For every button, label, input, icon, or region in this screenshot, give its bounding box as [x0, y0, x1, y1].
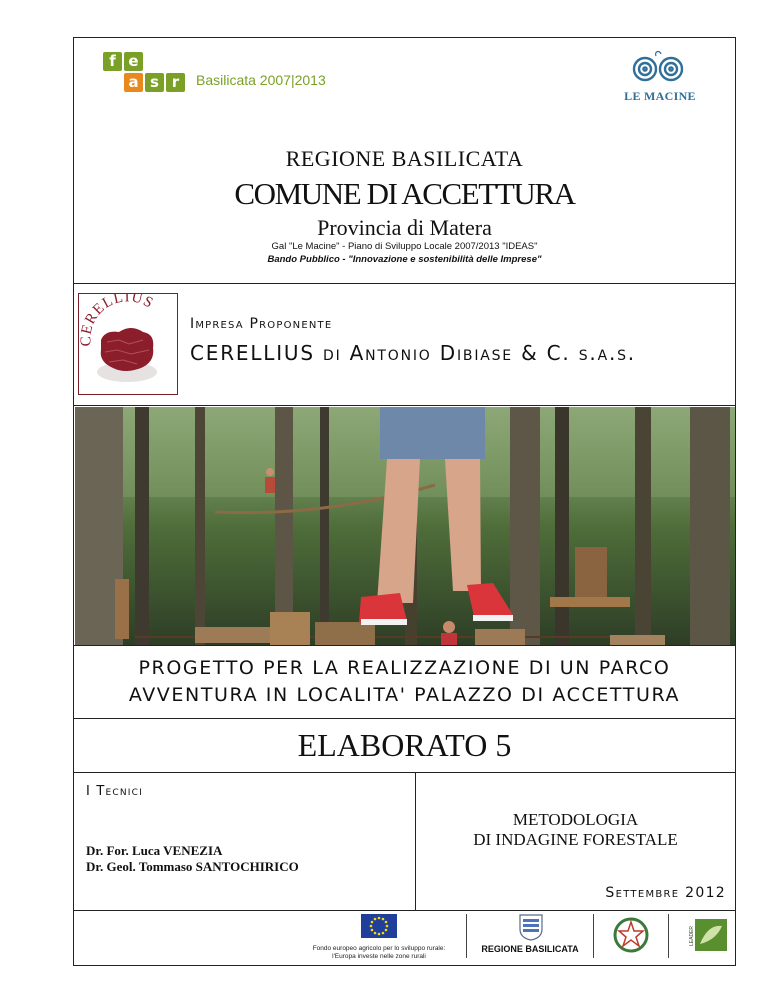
divider [593, 914, 594, 958]
bando-line: Bando Pubblico - "Innovazione e sostenibilità delle Imprese" [267, 254, 542, 265]
le-macine-logo [622, 50, 698, 104]
methodology-line: DI INDAGINE FORESTALE [473, 830, 678, 849]
divider [73, 772, 736, 773]
proponent-label: Impresa Proponente [190, 316, 333, 332]
spiral-icon [630, 50, 690, 84]
feasr-letter: e [124, 52, 143, 71]
divider [668, 914, 669, 958]
feasr-caption: Basilicata 2007|2013 [196, 72, 326, 88]
leader-label: LEADER [689, 925, 695, 946]
methodology-line: METODOLOGIA [512, 810, 639, 829]
divider [73, 718, 736, 719]
document-date: Settembre 2012 [605, 885, 726, 901]
cerellius-logo-text: CERELLIUS [79, 294, 157, 347]
methodology-title [415, 810, 736, 850]
italian-republic-emblem-icon [612, 915, 650, 955]
feasr-letter: r [166, 73, 185, 92]
feasr-letter: a [124, 73, 143, 92]
technicians-label: I Tecnici [86, 784, 144, 799]
eu-caption-line: Fondo europeo agricolo per lo sviluppo rurale: [312, 945, 446, 952]
eu-caption [296, 945, 462, 961]
eu-caption-line: l'Europa investe nelle zone rurali [332, 953, 426, 960]
divider [73, 645, 736, 646]
gal-line: Gal "Le Macine" - Piano di Sviluppo Locale 2007/2013 "IDEAS" [271, 241, 538, 252]
leader-logo [690, 914, 730, 954]
eu-flag-icon [361, 914, 397, 938]
divider [73, 910, 736, 911]
proponent-name: CERELLIUS di Antonio Dibiase & C. s.a.s. [190, 341, 636, 365]
cerellius-logo [78, 293, 178, 395]
feasr-letter: f [103, 52, 122, 71]
project-title-line: AVVENTURA IN LOCALITA' PALAZZO DI ACCETTURA [128, 684, 681, 706]
technician-name: Dr. For. Luca VENEZIA [86, 843, 223, 858]
le-macine-label: LE MACINE [624, 89, 696, 103]
project-title-line: PROGETTO PER LA REALIZZAZIONE DI UN PARCO [138, 657, 671, 679]
elaborato-title: ELABORATO 5 [297, 727, 512, 763]
divider [466, 914, 467, 958]
region-title: REGIONE BASILICATA [285, 146, 524, 171]
project-title [73, 655, 736, 709]
feasr-letter: s [145, 73, 164, 92]
divider [73, 283, 736, 284]
comune-title: COMUNE DI ACCETTURA [234, 176, 575, 211]
adventure-park-photo [75, 407, 735, 645]
divider [73, 405, 736, 406]
region-shield-icon [518, 913, 544, 941]
region-label: REGIONE BASILICATA [481, 944, 579, 954]
province-title: Provincia di Matera [317, 215, 492, 240]
technician-name: Dr. Geol. Tommaso SANTOCHIRICO [86, 859, 299, 874]
